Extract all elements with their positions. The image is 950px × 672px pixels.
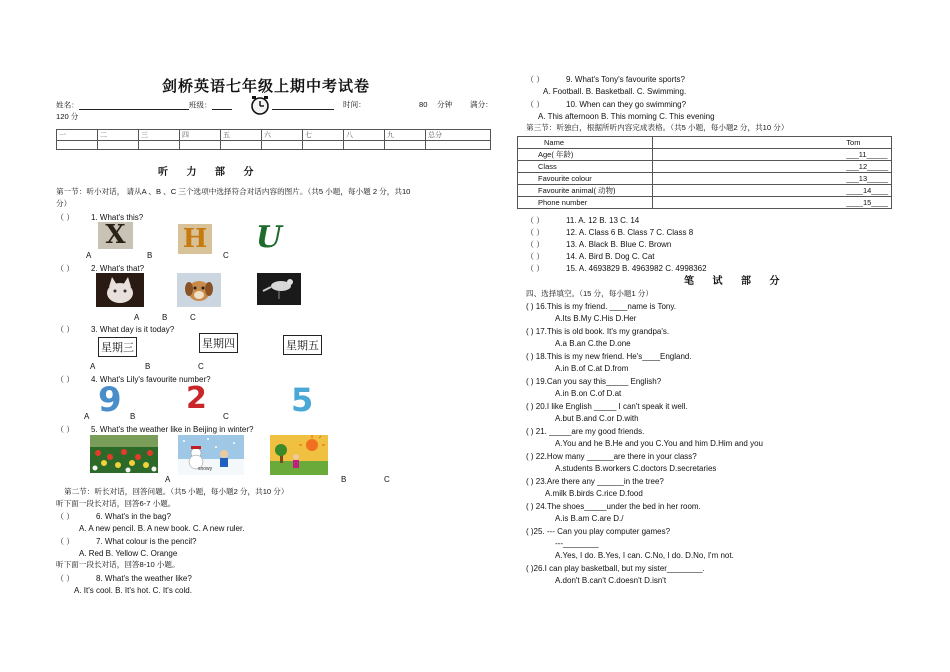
info-value-cell[interactable]: ____14____ (653, 185, 892, 197)
q21-stem[interactable]: ( ) 21. _____are my good friends. (526, 427, 645, 436)
score-entry-cell[interactable] (385, 141, 426, 150)
q5-b: B (341, 475, 347, 484)
q12-paren[interactable]: （ ） (526, 228, 545, 237)
q23-options: A.milk B.birds C.rice D.food (545, 489, 643, 498)
info-table-row (518, 149, 892, 161)
info-table-row (518, 185, 892, 197)
q13-paren[interactable]: （ ） (526, 240, 545, 249)
letter-u: U (255, 220, 283, 255)
dog-image[interactable] (177, 273, 221, 307)
q2-b: B (162, 313, 168, 322)
class-blank[interactable] (212, 101, 232, 110)
q5-c: C (384, 475, 390, 484)
info-table-row (518, 197, 892, 209)
q20-stem[interactable]: ( ) 20.I like English _____ I can't speak it well. (526, 402, 688, 411)
q6-text: 6. What's in the bag? (96, 512, 171, 521)
q16-stem[interactable]: ( ) 16.This is my friend. ____name is Tony. (526, 302, 676, 311)
q9-text: 9. What's Tony's favourite sports? (566, 75, 685, 84)
day-wednesday[interactable]: 星期三 (98, 337, 137, 357)
q11-text: 11. A. 12 B. 13 C. 14 (566, 216, 640, 225)
day-thursday[interactable]: 星期四 (199, 333, 238, 353)
q2-c: C (190, 313, 196, 322)
q23-stem[interactable]: ( ) 23.Are there any ______in the tree? (526, 477, 664, 486)
info-label-cell: Name (518, 137, 653, 149)
time-label: 时间： (343, 100, 366, 109)
snowy-label: snowy (198, 466, 213, 472)
page-title: 剑桥英语七年级上期中考试卷 (162, 79, 371, 95)
q1-image-b[interactable] (178, 224, 212, 254)
header-line (56, 101, 232, 110)
q6-options: A. A new pencil. B. A new book. C. A new ruler. (79, 524, 245, 533)
score-header-cell: 五 (221, 130, 262, 141)
score-header-cell: 八 (344, 130, 385, 141)
score-header-cell: 总分 (426, 130, 491, 141)
q5-paren[interactable]: （ ） (56, 425, 75, 434)
score-header-cell: 三 (139, 130, 180, 141)
q17-stem[interactable]: ( ) 17.This is old book. It's my grandpa's. (526, 327, 670, 336)
info-label-cell: Age( 年龄) (518, 149, 653, 161)
letter-x: X (105, 220, 126, 250)
name-blank[interactable] (79, 101, 189, 110)
q4-c: C (223, 412, 229, 421)
q9-options: A. Football. B. Basketball. C. Swimming. (543, 87, 687, 96)
q8-text: 8. What's the weather like? (96, 574, 192, 583)
q3-text: 3. What day is it today? (91, 325, 175, 334)
part3-instruction: 第三节：听独白，根据所听内容完成表格。（共5 小题，每小题2 分，共10 分） (526, 123, 789, 132)
score-entry-cell[interactable] (180, 141, 221, 150)
letter-h: H (182, 224, 208, 254)
q16-options: A.Its B.My C.His D.Her (555, 314, 637, 323)
q14-paren[interactable]: （ ） (526, 252, 545, 261)
score-value: 120 分 (56, 112, 79, 121)
time-unit: 分钟 (437, 100, 453, 109)
q19-stem[interactable]: ( ) 19.Can you say this_____ English? (526, 377, 662, 386)
q22-options: A.students B.workers C.doctors D.secretaries (555, 464, 717, 473)
q7-options: A. Red B. Yellow C. Orange (79, 549, 178, 558)
part2-instruction: 第二节：听长对话，回答问题。（共5 小题，每小题2 分，共10 分） (64, 487, 289, 496)
q2-text: 2. What's that? (91, 264, 145, 273)
q11-paren[interactable]: （ ） (526, 216, 545, 225)
info-label-cell: Class (518, 161, 653, 173)
q4-paren[interactable]: （ ） (56, 375, 75, 384)
part2-sub1: 听下面一段长对话，回答6-7 小题。 (56, 499, 176, 508)
info-table-row (518, 173, 892, 185)
q26-stem[interactable]: ( )26.I can play basketball, but my sister________. (526, 564, 705, 573)
number-five[interactable]: 5 (291, 381, 314, 419)
q24-stem[interactable]: ( ) 24.The shoes_____under the bed in her room. (526, 502, 701, 511)
score-entry-cell[interactable] (139, 141, 180, 150)
q4-a: A (84, 412, 90, 421)
q21-options: A.You and he B.He and you C.You and him D.Him and you (555, 439, 763, 448)
number-two[interactable]: 2 (186, 381, 207, 416)
q3-a: A (90, 362, 96, 371)
q5-text: 5. What's the weather like in Beijing in winter? (91, 425, 254, 434)
q26-options: A.don't B.can't C.doesn't D.isn't (555, 576, 667, 585)
q7-paren[interactable]: （ ） (56, 537, 75, 546)
snowy-image[interactable] (178, 435, 244, 475)
part4-instruction: 四、选择填空。（15 分，每小题1 分） (526, 289, 653, 298)
score-header-cell: 一 (57, 130, 98, 141)
q22-stem[interactable]: ( ) 22.How many ______are there in your class? (526, 452, 697, 461)
q7-text: 7. What colour is the pencil? (96, 537, 197, 546)
q10-paren[interactable]: （ ） (526, 100, 545, 109)
score-header-cell: 七 (303, 130, 344, 141)
q1-a: A (86, 251, 92, 260)
cat-image[interactable] (96, 273, 144, 307)
score-header-cell: 九 (385, 130, 426, 141)
score-header-cell: 二 (98, 130, 139, 141)
q1-paren[interactable]: （ ） (56, 213, 75, 222)
info-label-cell: Favourite animal( 动物) (518, 185, 653, 197)
sunny-image[interactable] (270, 435, 328, 475)
day-friday[interactable]: 星期五 (283, 335, 322, 355)
part2-sub2: 听下面一段长对话，回答8-10 小题。 (56, 560, 180, 569)
q17-options: A.a B.an C.the D.one (555, 339, 631, 348)
q4-b: B (130, 412, 136, 421)
score-entry-cell[interactable] (303, 141, 344, 150)
number-nine[interactable]: 9 (98, 380, 122, 420)
q2-a: A (134, 313, 140, 322)
info-value-cell[interactable]: ___13_____ (653, 173, 892, 185)
info-value-cell[interactable]: Tom (653, 137, 892, 149)
q25-stem[interactable]: ( )25. --- Can you play computer games? (526, 527, 671, 536)
score-entry-cell[interactable] (98, 141, 139, 150)
score-table (56, 129, 491, 150)
listening-title: 听 力 部 分 (158, 167, 262, 178)
score-entry-cell[interactable] (426, 141, 491, 150)
q6-paren[interactable]: （ ） (56, 512, 75, 521)
q2-paren[interactable]: （ ） (56, 264, 75, 273)
q1-c: C (223, 251, 229, 260)
q1-b: B (147, 251, 153, 260)
class-label: 班级： (188, 100, 212, 110)
q5-a: A (165, 475, 171, 484)
q19-options: A.in B.on C.of D.at (555, 389, 622, 398)
score-entry-cell[interactable] (262, 141, 303, 150)
q18-stem[interactable]: ( ) 18.This is my new friend. He's____England. (526, 352, 692, 361)
writing-title: 笔 试 部 分 (684, 276, 788, 287)
score-entry-cell[interactable] (221, 141, 262, 150)
score-header-cell: 四 (180, 130, 221, 141)
info-label-cell: Favourite colour (518, 173, 653, 185)
score-entry-cell[interactable] (344, 141, 385, 150)
q18-options: A.in B.of C.at D.from (555, 364, 629, 373)
score-header-cell: 六 (262, 130, 303, 141)
info-value-cell[interactable]: ___12_____ (653, 161, 892, 173)
q15-text: 15. A. 4693829 B. 4963982 C. 4998362 (566, 264, 707, 273)
q1-image-a[interactable] (98, 222, 133, 249)
bird-image[interactable] (257, 273, 301, 305)
part1-instruction: 第一节：听小对话， 请从A 、B 、C 三个选项中选择符合对话内容的图片。（共5 小题，每小题 2 分，共10 (56, 187, 411, 196)
after-clock-blank[interactable] (272, 101, 334, 110)
q10-text: 10. When can they go swimming? (566, 100, 687, 109)
q9-paren[interactable]: （ ） (526, 75, 545, 84)
q24-options: A.is B.am C.are D./ (555, 514, 624, 523)
info-table-row (518, 161, 892, 173)
q20-options: A.but B.and C.or D.with (555, 414, 639, 423)
q4-text: 4. What's Lily's favourite number? (91, 375, 211, 384)
name-label: 姓名： (56, 100, 79, 110)
q13-text: 13. A. Black B. Blue C. Brown (566, 240, 672, 249)
info-value-cell[interactable]: ____15____ (653, 197, 892, 209)
q15-paren[interactable]: （ ） (526, 264, 545, 273)
q12-text: 12. A. Class 6 B. Class 7 C. Class 8 (566, 228, 694, 237)
q3-paren[interactable]: （ ） (56, 325, 75, 334)
score-label: 满分： (470, 100, 493, 109)
q3-b: B (145, 362, 151, 371)
time-value: 80 (419, 100, 428, 109)
q25-answer-line: ---________ (555, 539, 599, 548)
info-table (517, 136, 892, 209)
score-entry-cell[interactable] (57, 141, 98, 150)
q1-image-c[interactable] (255, 222, 283, 254)
info-value-cell[interactable]: ___11_____ (653, 149, 892, 161)
q1-text: 1. What's this? (91, 213, 144, 222)
info-table-row (518, 137, 892, 149)
q14-text: 14. A. Bird B. Dog C. Cat (566, 252, 655, 261)
q25-options: A.Yes, I do. B.Yes, I can. C.No, I do. D.No, I'm not. (555, 551, 734, 560)
flowers-image[interactable] (90, 435, 158, 473)
q8-paren[interactable]: （ ） (56, 574, 75, 583)
clock-icon (249, 95, 271, 115)
info-label-cell: Phone number (518, 197, 653, 209)
q3-c: C (198, 362, 204, 371)
q8-options: A. It's cool. B. It's hot. C. It's cold. (74, 586, 192, 595)
part1-instruction-2: 分） (56, 199, 72, 208)
q10-options: A. This afternoon B. This morning C. This evening (538, 112, 715, 121)
